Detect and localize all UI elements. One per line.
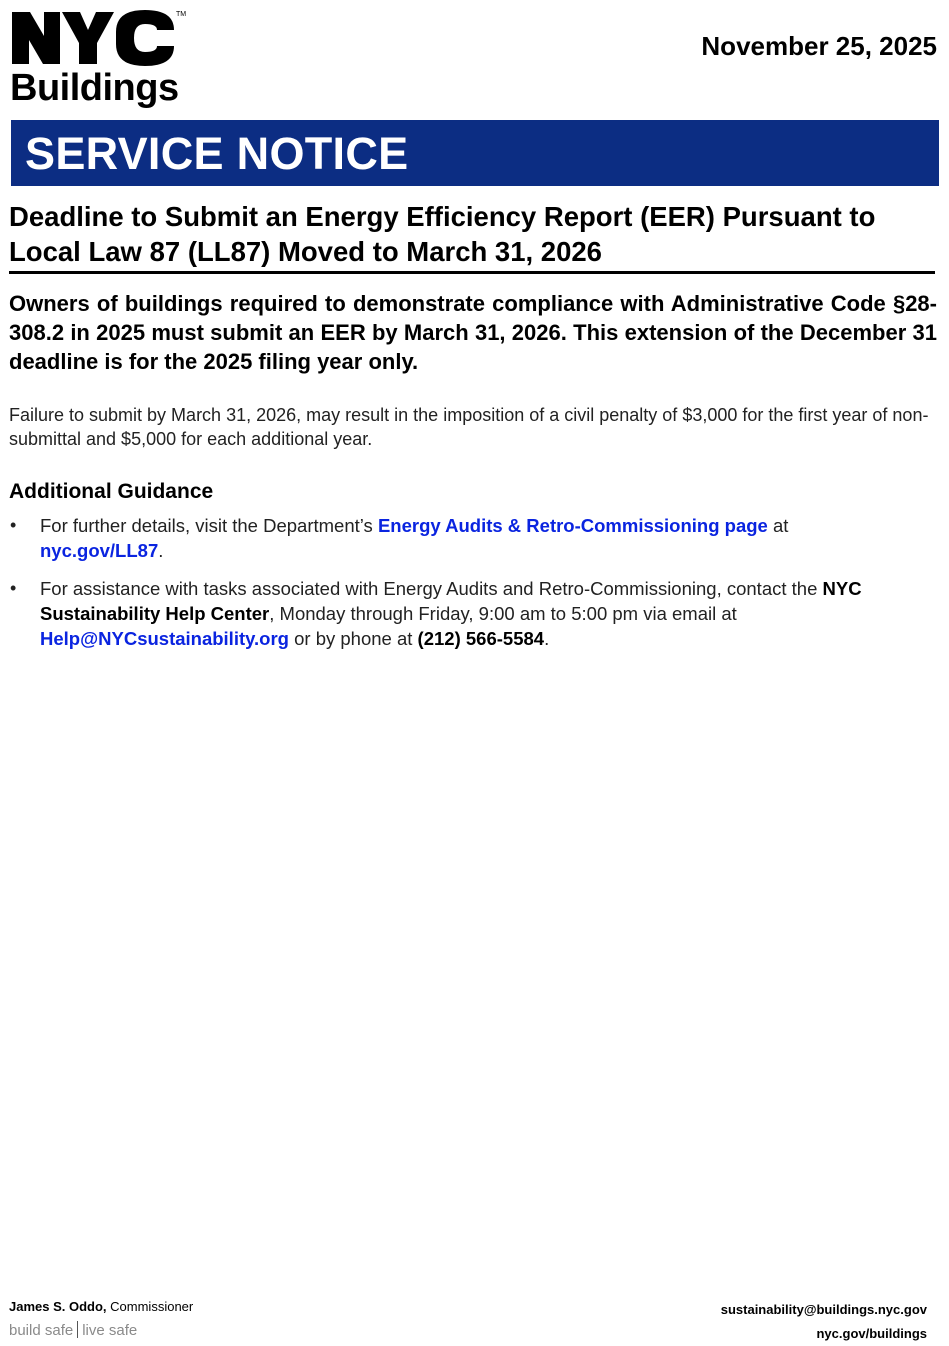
tagline-divider: [77, 1321, 78, 1338]
help-email-link[interactable]: Help@NYCsustainability.org: [40, 628, 289, 649]
banner-title: SERVICE NOTICE: [25, 128, 409, 179]
item-text: .: [544, 628, 550, 649]
nyc-logo-icon: [10, 6, 185, 70]
tagline-left: build safe: [9, 1322, 74, 1339]
commissioner-title: Commissioner: [106, 1299, 194, 1314]
notice-date: November 25, 2025: [701, 31, 937, 61]
help-phone: (212) 566-5584: [417, 628, 545, 649]
commissioner-line: [9, 1298, 193, 1316]
svg-text:TM: TM: [176, 11, 187, 18]
energy-audits-link[interactable]: Energy Audits & Retro-Commissioning page: [377, 515, 768, 536]
service-notice-banner: [11, 120, 939, 186]
guidance-heading: Additional Guidance: [9, 480, 214, 503]
lead-paragraph: Owners of buildings required to demonstrate compliance with Administrative Code §28-308.2 in 2025 must submit an EER by March 31, 2026. This extension of the December 31 deadline is for the 2025 filing year only.: [9, 291, 937, 374]
list-item: [9, 513, 909, 563]
guidance-list: [9, 513, 909, 651]
commissioner-name: James S. Oddo,: [9, 1299, 107, 1314]
footer-website[interactable]: nyc.gov/buildings: [816, 1326, 927, 1341]
item-text: or by phone at: [288, 628, 418, 649]
ll87-link[interactable]: nyc.gov/LL87: [40, 540, 159, 561]
footer-email[interactable]: sustainability@buildings.nyc.gov: [720, 1302, 927, 1317]
list-item: [9, 576, 909, 651]
logo-wordmark: Buildings: [10, 67, 179, 109]
penalty-paragraph: Failure to submit by March 31, 2026, may result in the imposition of a civil penalty of $3,000 for the first year of non-submittal and $5,000 for each additional year.: [9, 405, 929, 449]
nyc-buildings-logo: [10, 6, 190, 108]
item-text: at: [767, 515, 789, 536]
item-text: For further details, visit the Department’s: [40, 515, 378, 536]
item-text: For assistance with tasks associated with Energy Audits and Retro-Commissioning, contact the: [40, 578, 823, 599]
help-center-name: NYC Sustainability Help Center: [40, 578, 862, 624]
tagline: [9, 1321, 193, 1341]
bullet-icon: •: [10, 515, 17, 535]
footer-left: [9, 1298, 193, 1341]
item-text: , Monday through Friday, 9:00 am to 5:00 pm via email at: [269, 603, 737, 624]
notice-headline: Deadline to Submit an Energy Efficiency Report (EER) Pursuant to Local Law 87 (LL87) Moved to March 31, 2026: [9, 201, 876, 267]
item-text: .: [158, 540, 164, 561]
footer-right: [721, 1298, 927, 1346]
bullet-icon: •: [10, 578, 17, 598]
headline-divider: [9, 271, 935, 274]
tagline-right: live safe: [82, 1322, 138, 1339]
